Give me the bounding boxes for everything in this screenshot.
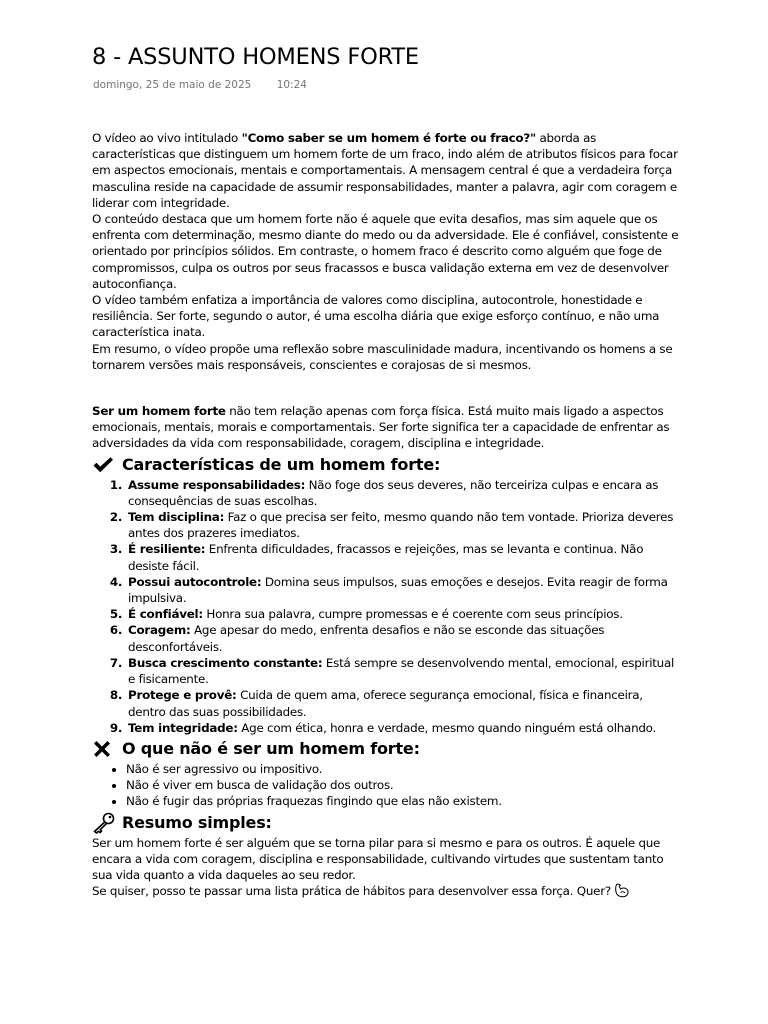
list-item — [126, 606, 682, 622]
intro-p1-rest: aborda as características que distinguem um homem forte de um fraco, indo além de atributos físicos para focar em aspectos emocionais, mentais e comportamentais. A mensagem central é que a verdadeira força masculina reside na capacidade de assumir responsabilidades, manter a palavra, agir com coragem e liderar com integridade. — [92, 131, 678, 210]
list-item — [126, 509, 682, 541]
item-label: Protege e provê: — [128, 688, 237, 703]
list-item — [126, 622, 682, 654]
section2-rest: não tem relação apenas com força física. Está muito mais ligado a aspectos emocionais, mentais, morais e comportamentais. Ser forte significa ter a capacidade de enfrentar as adversidades da vida com responsabilidade, coragem, disciplina e integridade. — [92, 404, 670, 451]
item-text: Não foge dos seus deveres, não terceiriza culpas e encara as consequências de suas escolhas. — [128, 477, 659, 508]
item-label: É resiliente: — [128, 542, 206, 557]
list-item: • Não é viver em busca de validação dos outros. — [126, 777, 682, 793]
page-title: 8 - ASSUNTO HOMENS FORTE — [92, 44, 419, 70]
check-mark-icon — [92, 454, 116, 476]
key-icon — [92, 812, 116, 834]
item-text: Honra sua palavra, cumpre promessas e é coerente com seus princípios. — [202, 607, 623, 622]
characteristics-heading-text: Características de um homem forte: — [122, 455, 441, 475]
cross-mark-icon — [92, 738, 116, 760]
list-item — [126, 574, 682, 606]
item-label: Tem disciplina: — [128, 510, 225, 525]
summary-heading — [92, 812, 682, 834]
item-label: Assume responsabilidades: — [128, 477, 306, 492]
note-content — [92, 130, 682, 902]
summary-heading-text: Resumo simples: — [122, 813, 272, 833]
item-text: Está sempre se desenvolvendo mental, emocional, espiritual e fisicamente. — [128, 655, 675, 687]
list-item — [126, 477, 682, 509]
page-meta — [93, 79, 307, 91]
section2-bold: Ser um homem forte — [92, 404, 226, 419]
item-label: Tem integridade: — [128, 720, 238, 735]
list-item — [126, 687, 682, 719]
item-label: Busca crescimento constante: — [128, 655, 323, 670]
intro-paragraph-3: O vídeo também enfatiza a importância de valores como disciplina, autocontrole, honestidade e resiliência. Ser forte, segundo o autor, é uma escolha diária que exige esforço contínuo, e não uma característica inata. — [92, 293, 660, 340]
intro-p1-prefix: O vídeo ao vivo intitulado — [92, 131, 242, 145]
section2-paragraph — [92, 403, 682, 452]
summary-paragraph-2 — [92, 883, 682, 902]
summary-paragraph-1: Ser um homem forte é ser alguém que se torna pilar para si mesmo e para os outros. É aquele que encara a vida com coragem, disciplina e responsabilidade, cultivando virtudes que sustentam tanto sua vida quanto a vida daqueles ao seu redor. — [92, 835, 664, 882]
item-text: Enfrenta dificuldades, fracassos e rejeições, mas se levanta e continua. Não desiste fácil. — [128, 542, 644, 573]
list-item — [126, 541, 682, 573]
characteristics-heading — [92, 454, 682, 476]
page-time: 10:24 — [276, 79, 307, 91]
item-text: Age apesar do medo, enfrenta desafios e não se esconde das situações desconfortáveis. — [128, 623, 605, 654]
item-label: Coragem: — [128, 623, 191, 638]
video-title: "Como saber se um homem é forte ou fraco?" — [241, 131, 536, 145]
characteristics-list — [92, 477, 682, 736]
intro-paragraph-2: O conteúdo destaca que um homem forte não é aquele que evita desafios, mas sim aquele que os enfrenta com determinação, mesmo diante do medo ou da adversidade. Ele é confiável, consistente e orientado por princípios sólidos. Em contraste, o homem fraco é descrito como alguém que foge de compromissos, culpa os outros por seus fracassos e busca validação externa em vez de desenvolver autoconfiança. — [92, 212, 679, 291]
intro-paragraph-4: Em resumo, o vídeo propõe uma reflexão sobre masculinidade madura, incentivando os homens a se tornarem versões mais responsáveis, conscientes e corajosas de si mesmos. — [92, 341, 673, 372]
list-item — [126, 720, 682, 736]
item-text: Domina seus impulsos, suas emoções e desejos. Evita reagir de forma impulsiva. — [128, 574, 668, 606]
list-item — [126, 655, 682, 687]
item-label: Possui autocontrole: — [128, 574, 262, 589]
not-strong-heading — [92, 738, 682, 760]
not-strong-heading-text: O que não é ser um homem forte: — [122, 739, 420, 759]
list-item: • Não é fugir das próprias fraquezas fingindo que elas não existem. — [126, 793, 682, 809]
item-text: Age com ética, honra e verdade, mesmo quando ninguém está olhando. — [237, 720, 657, 735]
page-date: domingo, 25 de maio de 2025 — [93, 79, 252, 91]
not-strong-list — [92, 761, 682, 810]
list-item: • Não é ser agressivo ou impositivo. — [126, 761, 682, 777]
flexed-biceps-icon — [614, 883, 630, 902]
summary-p2-text: Se quiser, posso te passar uma lista prática de hábitos para desenvolver essa força. Quer? — [92, 884, 611, 899]
item-text: Cuida de quem ama, oferece segurança emocional, física e financeira, dentro das suas possibilidades. — [128, 688, 643, 719]
item-text: Faz o que precisa ser feito, mesmo quando não tem vontade. Prioriza deveres antes dos prazeres imediatos. — [128, 510, 674, 541]
spacer — [92, 373, 682, 403]
item-label: É confiável: — [128, 607, 203, 622]
intro-paragraph-1 — [92, 130, 682, 211]
